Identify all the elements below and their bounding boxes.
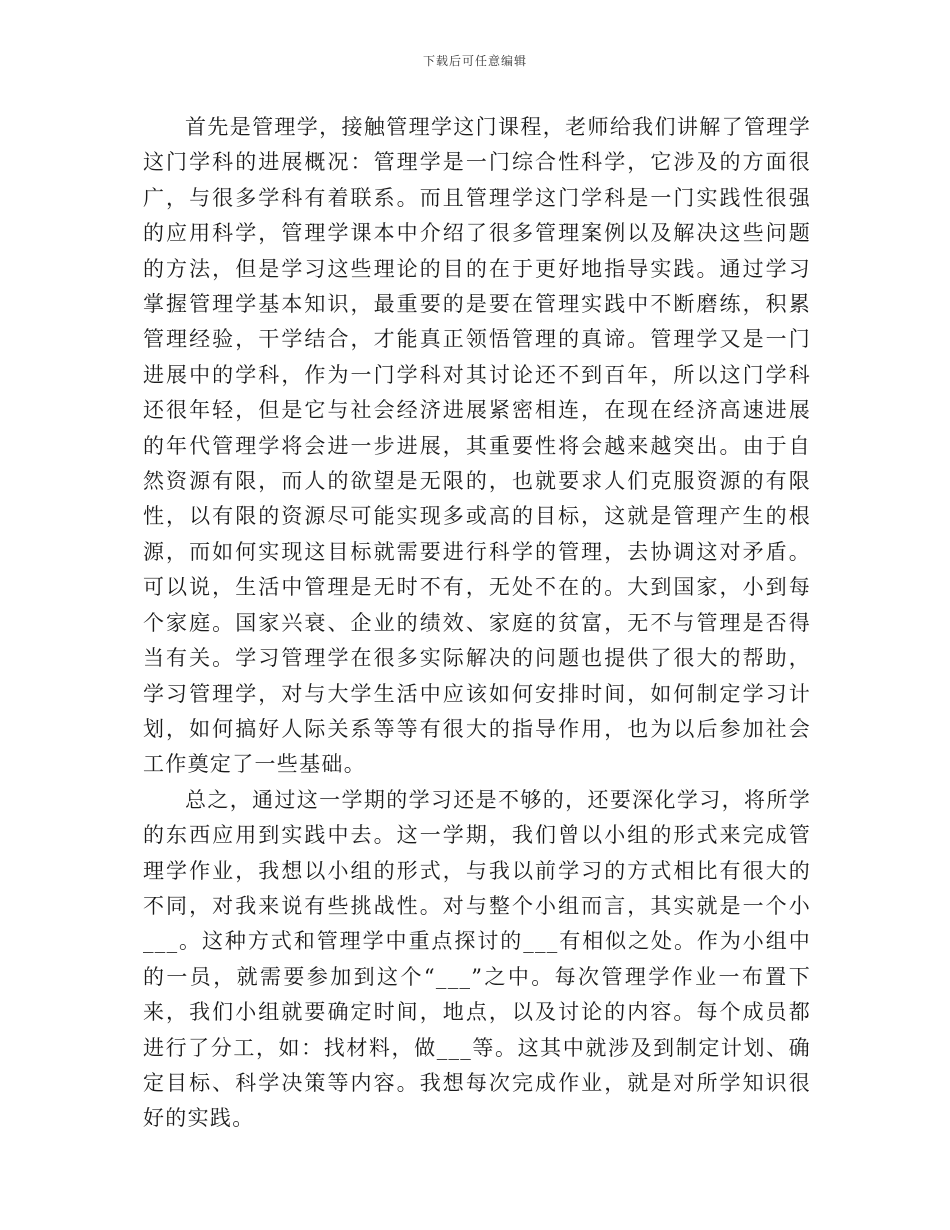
header-note: 下载后可任意编辑 <box>422 54 527 68</box>
paragraph-management-overview: 首先是管理学，接触管理学这门课程，老师给我们讲解了管理学这门学科的进展概况：管理学是一门综合性科学，它涉及的方面很广，与很多学科有着联系。而且管理学这门学科是一门实践性很强的应用科学，管理学课本中介绍了很多管理案例以及解决这些问题的方法，但是学习这些理论的目的在于更好地指导实践。通过学习掌握管理学基本知识，最重要的是要在管理实践中不断磨练，积累管理经验，干学结合，才能真正领悟管理的真谛。管理学又是一门进展中的学科，作为一门学科对其讨论还不到百年，所以这门学科还很年轻，但是它与社会经济进展紧密相连，在现在经济高速进展的年代管理学将会进一步进展，其重要性将会越来越突出。由于自然资源有限，而人的欲望是无限的，也就要求人们克服资源的有限性，以有限的资源尽可能实现多或高的目标，这就是管理产生的根源，而如何实现这目标就需要进行科学的管理，去协调这对矛盾。可以说，生活中管理是无时不有，无处不在的。大到国家，小到每个家庭。国家兴衰、企业的绩效、家庭的贫富，无不与管理是否得当有关。学习管理学在很多实际解决的问题也提供了很大的帮助，学习管理学，对与大学生活中应该如何安排时间，如何制定学习计划，如何搞好人际关系等等有很大的指导作用，也为以后参加社会工作奠定了一些基础。 <box>143 115 811 777</box>
paragraph-conclusion: 总之，通过这一学期的学习还是不够的，还要深化学习，将所学的东西应用到实践中去。这一学期，我们曾以小组的形式来完成管理学作业，我想以小组的形式，与我以前学习的方式相比有很大的不同，对我来说有些挑战性。对与整个小组而言，其实就是一个小___。这种方式和管理学中重点探讨的___有相似之处。作为小组中的一员，就需要参加到这个“___”之中。每次管理学作业一布置下来，我们小组就要确定时间，地点，以及讨论的内容。每个成员都进行了分工，如：找材料，做___等。这其中就涉及到制定计划、确定目标、科学决策等内容。我想每次完成作业，就是对所学知识很好的实践。 <box>143 787 811 1131</box>
document-body <box>143 110 811 1137</box>
